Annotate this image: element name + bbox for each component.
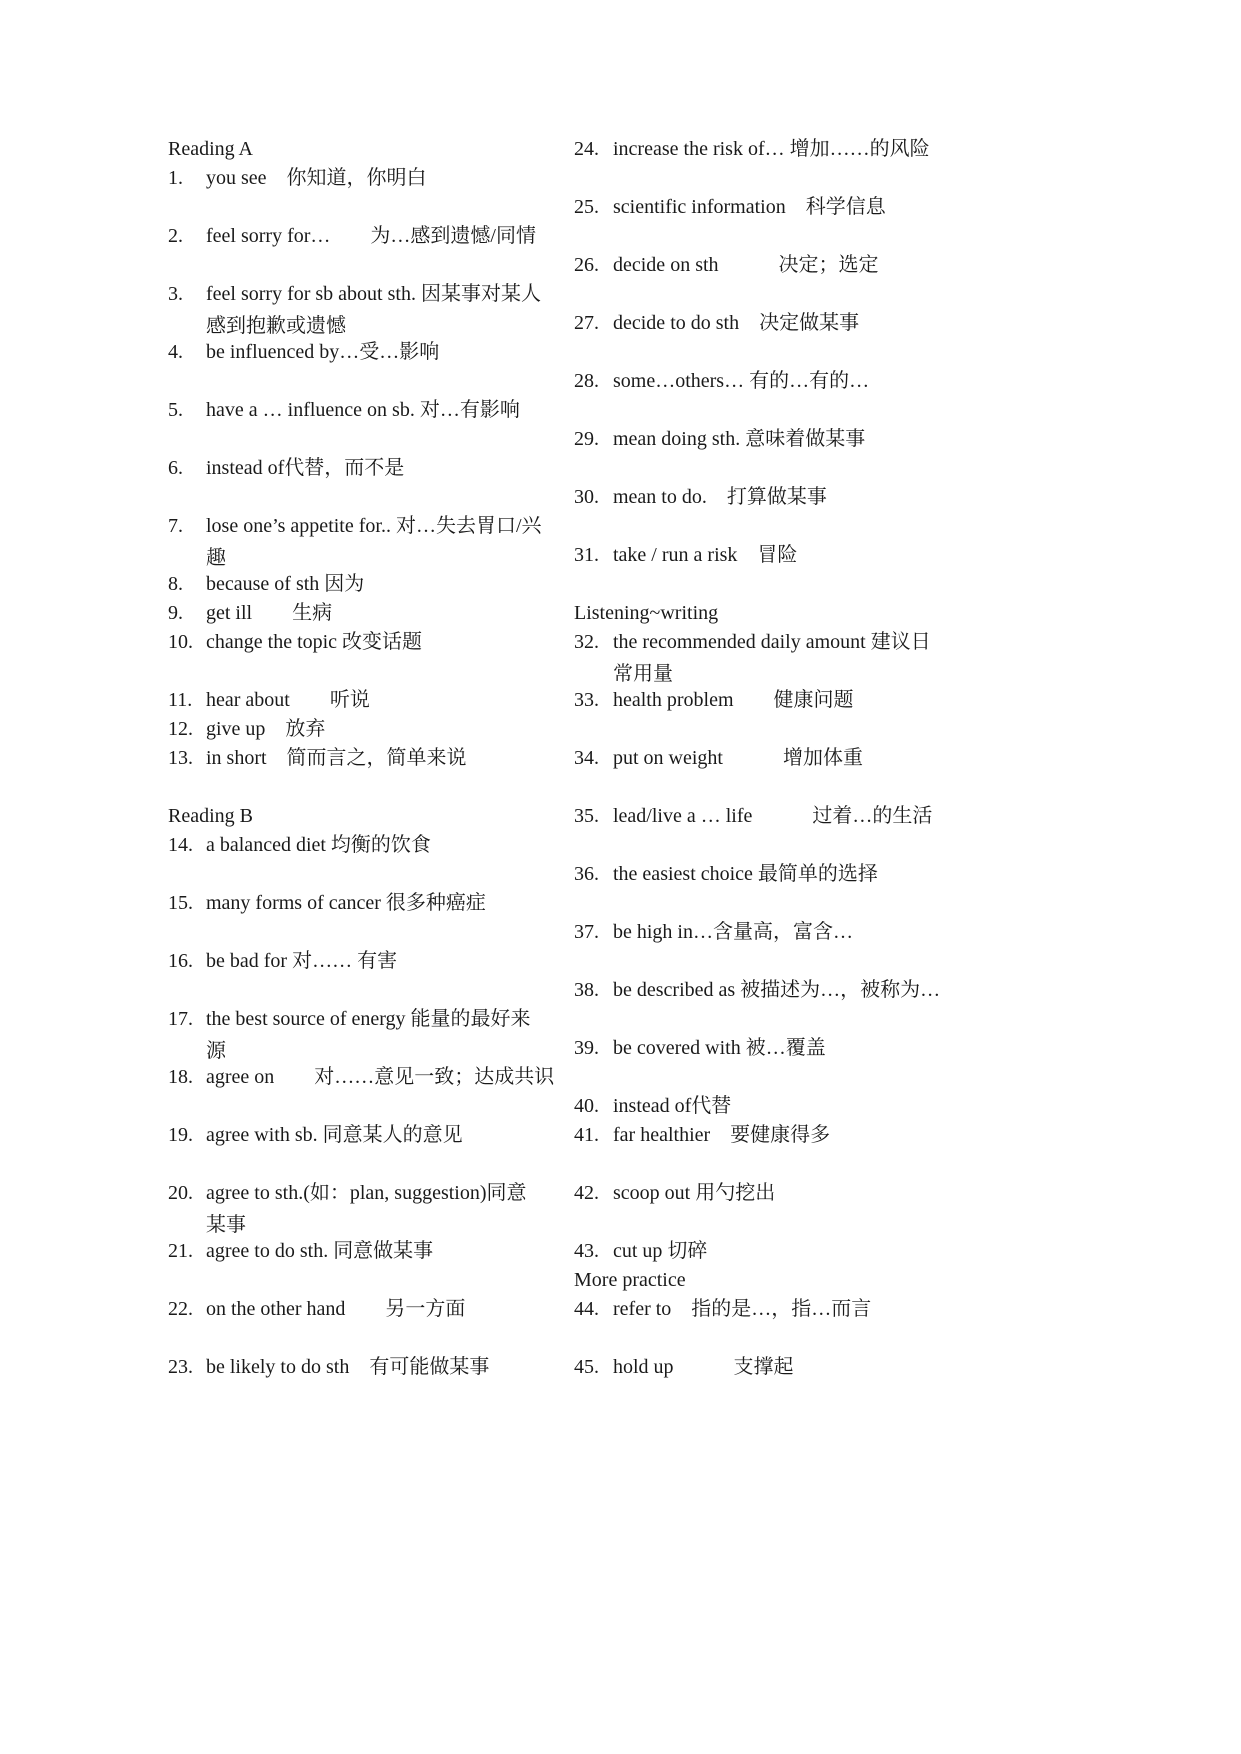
item-text: agree on 对……意见一致；达成共识 [206, 1066, 555, 1088]
item-text: in short 简而言之，简单来说 [206, 747, 467, 769]
item-number: 18. [168, 1066, 193, 1088]
item-text: feel sorry for… 为…感到遗憾/同情 [206, 225, 536, 247]
item-text: you see 你知道，你明白 [206, 167, 427, 189]
item-text: the best source of energy 能量的最好来源 [206, 1008, 531, 1062]
section-heading-reading-b: Reading B [168, 805, 253, 827]
item-text: hear about 听说 [206, 689, 370, 711]
item-number: 30. [574, 486, 599, 508]
item-number: 29. [574, 428, 599, 450]
item-text: mean doing sth. 意味着做某事 [613, 428, 866, 450]
item-number: 33. [574, 689, 599, 711]
item-text: take / run a risk 冒险 [613, 544, 798, 566]
item-number: 15. [168, 892, 193, 914]
item-text: be high in…含量高，富含… [613, 921, 853, 943]
item-text: hold up 支撑起 [613, 1356, 794, 1378]
item-number: 24. [574, 138, 599, 160]
item-number: 45. [574, 1356, 599, 1378]
item-number: 21. [168, 1240, 193, 1262]
item-number: 5. [168, 399, 183, 421]
item-number: 43. [574, 1240, 599, 1262]
item-number: 34. [574, 747, 599, 769]
item-text: health problem 健康问题 [613, 689, 854, 711]
item-text: decide to do sth 决定做某事 [613, 312, 860, 334]
item-number: 25. [574, 196, 599, 218]
item-number: 7. [168, 515, 183, 537]
item-number: 13. [168, 747, 193, 769]
item-number: 38. [574, 979, 599, 1001]
item-number: 28. [574, 370, 599, 392]
item-text: be covered with 被…覆盖 [613, 1037, 826, 1059]
item-number: 10. [168, 631, 193, 653]
item-number: 14. [168, 834, 193, 856]
item-number: 37. [574, 921, 599, 943]
item-text: decide on sth 决定；选定 [613, 254, 879, 276]
item-number: 8. [168, 573, 183, 595]
section-heading-reading-a: Reading A [168, 138, 253, 160]
item-number: 31. [574, 544, 599, 566]
item-number: 6. [168, 457, 183, 479]
item-text: scientific information 科学信息 [613, 196, 886, 218]
item-number: 2. [168, 225, 183, 247]
item-number: 44. [574, 1298, 599, 1320]
item-text: be influenced by…受…影响 [206, 341, 440, 363]
item-text: put on weight 增加体重 [613, 747, 863, 769]
item-number: 11. [168, 689, 193, 711]
item-text: lead/live a … life 过着…的生活 [613, 805, 933, 827]
item-text: the easiest choice 最简单的选择 [613, 863, 878, 885]
item-text: many forms of cancer 很多种癌症 [206, 892, 486, 914]
item-text: be described as 被描述为…，被称为… [613, 979, 941, 1001]
item-text: lose one’s appetite for.. 对…失去胃口/兴趣 [206, 515, 542, 569]
item-text: on the other hand 另一方面 [206, 1298, 466, 1320]
item-number: 12. [168, 718, 193, 740]
item-text: feel sorry for sb about sth. 因某事对某人感到抱歉或遗憾 [206, 283, 541, 337]
item-number: 41. [574, 1124, 599, 1146]
item-text: instead of代替，而不是 [206, 457, 405, 479]
item-number: 39. [574, 1037, 599, 1059]
item-number: 22. [168, 1298, 193, 1320]
item-text: get ill 生病 [206, 602, 333, 624]
item-number: 9. [168, 602, 183, 624]
item-text: instead of代替 [613, 1095, 732, 1117]
item-text: agree to sth.(如：plan, suggestion)同意某事 [206, 1182, 527, 1236]
section-heading-listening-writing: Listening~writing [574, 602, 719, 624]
item-text: agree to do sth. 同意做某事 [206, 1240, 434, 1262]
item-number: 26. [574, 254, 599, 276]
item-number: 16. [168, 950, 193, 972]
item-number: 42. [574, 1182, 599, 1204]
item-text: mean to do. 打算做某事 [613, 486, 827, 508]
item-number: 23. [168, 1356, 193, 1378]
item-text: increase the risk of… 增加……的风险 [613, 138, 930, 160]
item-text: change the topic 改变话题 [206, 631, 423, 653]
item-text: some…others… 有的…有的… [613, 370, 870, 392]
item-number: 3. [168, 283, 183, 305]
item-text: the recommended daily amount 建议日常用量 [613, 631, 931, 685]
item-number: 1. [168, 167, 183, 189]
section-heading-more-practice: More practice [574, 1269, 686, 1291]
item-text: be bad for 对…… 有害 [206, 950, 398, 972]
item-number: 35. [574, 805, 599, 827]
item-text: refer to 指的是…，指…而言 [613, 1298, 872, 1320]
item-number: 17. [168, 1008, 193, 1030]
item-text: a balanced diet 均衡的饮食 [206, 834, 431, 856]
item-number: 19. [168, 1124, 193, 1146]
item-number: 27. [574, 312, 599, 334]
item-text: agree with sb. 同意某人的意见 [206, 1124, 463, 1146]
item-number: 40. [574, 1095, 599, 1117]
item-number: 20. [168, 1182, 193, 1204]
item-text: because of sth 因为 [206, 573, 365, 595]
item-text: far healthier 要健康得多 [613, 1124, 831, 1146]
item-number: 32. [574, 631, 599, 653]
item-number: 4. [168, 341, 183, 363]
item-number: 36. [574, 863, 599, 885]
item-text: cut up 切碎 [613, 1240, 708, 1262]
item-text: give up 放弃 [206, 718, 326, 740]
item-text: have a … influence on sb. 对…有影响 [206, 399, 520, 421]
item-text: be likely to do sth 有可能做某事 [206, 1356, 490, 1378]
item-text: scoop out 用勺挖出 [613, 1182, 776, 1204]
